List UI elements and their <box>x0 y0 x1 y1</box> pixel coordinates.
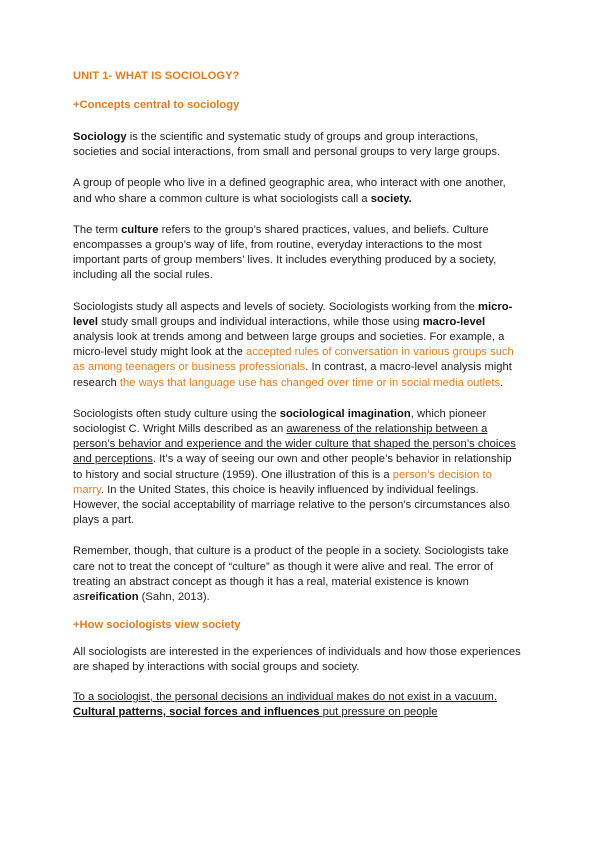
term-society: society. <box>370 192 412 205</box>
term-macro-level: macro-level <box>422 315 486 328</box>
highlight-decision-to-marry: person’s decision to marry <box>73 468 492 496</box>
underlined-awareness-definition: awareness of the relationship between a person’s behavior and experience and the wider culture that shaped the person’s choices and perceptions <box>73 423 516 466</box>
section-heading-view-society: +How sociologists view society <box>73 619 241 632</box>
term-cultural-patterns: Cultural patterns, social forces and influences <box>73 705 320 718</box>
term-sociological-imagination: sociological imagination <box>279 407 411 420</box>
highlight-conversation-rules: accepted rules of conversation in various groups such as among teenagers or business professionals <box>73 346 514 374</box>
paragraph-culture-definition: The term culture refers to the group’s shared practices, values, and beliefs. Culture encompasses a group’s way of life, from routine, everyday interactions to the most important parts of group members’ lives. It includes everything produced by a society, including all the social rules. <box>73 223 497 282</box>
paragraph-personal-decisions: To a sociologist, the personal decisions an individual makes do not exist in a vacuum. Cultural patterns, social forces and influences put pressure on people <box>73 690 497 718</box>
term-culture: culture <box>121 223 159 236</box>
paragraph-reification: Remember, though, that culture is a product of the people in a society. Sociologists take care not to treat the concept of “culture” as though it were alive and real. The error of treating an abstract concept as though it has a real, material existence is known asreification (Sahn, 2013). <box>73 545 509 604</box>
paragraph-sociology-definition: Sociology is the scientific and systematic study of groups and group interactions, societies and social interactions, from small and personal groups to very large groups. <box>73 131 501 159</box>
highlight-language-change: the ways that language use has changed over time or in social media outlets <box>119 376 501 389</box>
term-reification: reification <box>84 591 139 604</box>
document-body <box>73 70 523 720</box>
term-sociology: Sociology <box>73 131 127 143</box>
paragraph-micro-macro: Sociologists study all aspects and levels of society. Sociologists working from the micro-level study small groups and individual interactions, while those using macro-level analysis look at trends among and between large groups and societies. For example, a micro-level study might look at the accepted rules of conversation in various groups such as among teenagers or business professionals. In contrast, a macro-level analysis might research the ways that language use has changed over time or in social media outlets. <box>73 300 514 389</box>
unit-title: UNIT 1- WHAT IS SOCIOLOGY? <box>73 70 240 82</box>
paragraph-society-definition: A group of people who live in a defined geographic area, who interact with one another, and who share a common culture is what sociologists call a society. <box>73 177 506 205</box>
term-micro-level: micro-level <box>73 300 513 328</box>
paragraph-sociological-imagination: Sociologists often study culture using the sociological imagination, which pioneer sociologist C. Wright Mills described as an awareness of the relationship between a person’s behavior and experience and the wider culture that shaped the person’s choices and perceptions. It’s a way of seeing our own and other people’s behavior in relationship to history and social structure (1959). One illustration of this is a person’s decision to marry. In the United States, this choice is heavily influenced by individual feelings. However, the social acceptability of marriage relative to the person’s circumstances also plays a part. <box>73 407 516 527</box>
paragraph-individual-experiences: All sociologists are interested in the experiences of individuals and how those experiences are shaped by interactions with social groups and society. <box>73 646 521 674</box>
section-heading-concepts: +Concepts central to sociology <box>73 99 240 111</box>
